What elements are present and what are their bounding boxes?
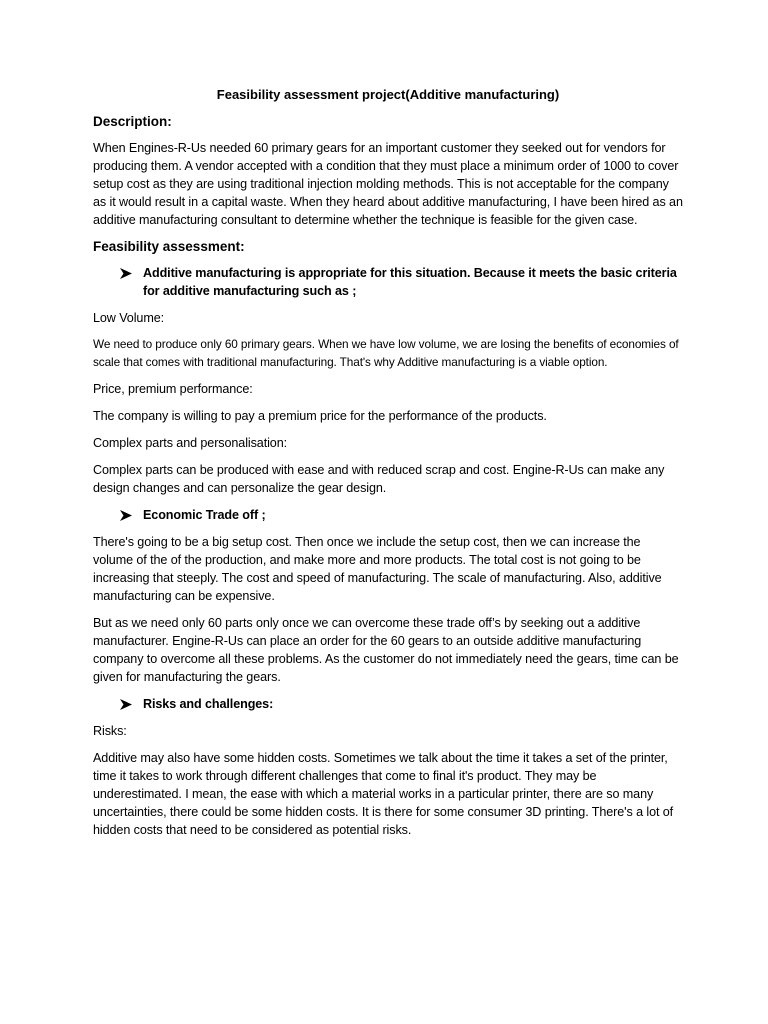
bullet-text: Additive manufacturing is appropriate for this situation. Because it meets the basic criteria for additive manufacturing such as ; (143, 266, 677, 298)
description-paragraph: When Engines-R-Us needed 60 primary gears for an important customer they seeked out for vendors for producing them. A vendor accepted with a condition that they must place a minimum order of 1000 to cover setup cost as they are using traditional injection molding methods. This is not acceptable for the company as it would result in a capital waste. When they heard about additive manufacturing, I have been hired as an additive manufacturing consultant to determine whether the technique is feasible for the given case. (93, 141, 683, 227)
bullet-risks-challenges (93, 695, 683, 713)
risks-paragraph: Additive may also have some hidden costs. Sometimes we talk about the time it takes a set of the printer, time it takes to work through different challenges that come to final it's product. They may be underestimated. I mean, the ease with which a material works in a particular printer, there are so many uncertainties, there could be some hidden costs. It is there for some consumer 3D printing. There's a lot of hidden costs that need to be considered as potential risks. (93, 751, 674, 837)
risks-label: Risks: (93, 724, 127, 738)
tradeoff-paragraph-1: There's going to be a big setup cost. Then once we include the setup cost, then we can increase the volume of the of the production, and make more and more products. The total cost is not going to be increasing that steeply. The cost and speed of manufacturing. The scale of manufacturing. Also, additive manufacturing can be expensive. (93, 535, 662, 603)
arrowhead-bullet-icon (120, 506, 143, 521)
complex-paragraph: Complex parts can be produced with ease and with reduced scrap and cost. Engine-R-Us can make any design changes and can personalize the gear design. (93, 463, 665, 495)
low-volume-paragraph: We need to produce only 60 primary gears. When we have low volume, we are losing the benefits of economies of scale that comes with traditional manufacturing. That's why Additive manufacturing is a viable option. (93, 337, 679, 369)
document-title: Feasibility assessment project(Additive manufacturing) (216, 87, 560, 102)
bullet-text: Economic Trade off ; (143, 508, 266, 522)
description-heading: Description: (93, 114, 172, 129)
feasibility-heading: Feasibility assessment: (93, 239, 245, 254)
low-volume-label: Low Volume: (93, 311, 165, 325)
tradeoff-paragraph-2: But as we need only 60 parts only once we can overcome these trade off’s by seeking out a additive manufacturer. Engine-R-Us can place an order for the 60 gears to an outside additive manufacturing company to overcome all these problems. As the customer do not immediately need the gears, time can be given for manufacturing the gears. (93, 616, 679, 684)
complex-label: Complex parts and personalisation: (93, 436, 288, 450)
price-paragraph: The company is willing to pay a premium price for the performance of the products. (93, 409, 547, 423)
bullet-text: Risks and challenges: (143, 697, 274, 711)
bullet-appropriate (93, 264, 683, 300)
bullet-economic-tradeoff (93, 506, 683, 524)
arrowhead-bullet-icon (120, 264, 143, 279)
price-label: Price, premium performance: (93, 382, 253, 396)
document-page (93, 86, 683, 848)
arrowhead-bullet-icon (120, 695, 143, 710)
